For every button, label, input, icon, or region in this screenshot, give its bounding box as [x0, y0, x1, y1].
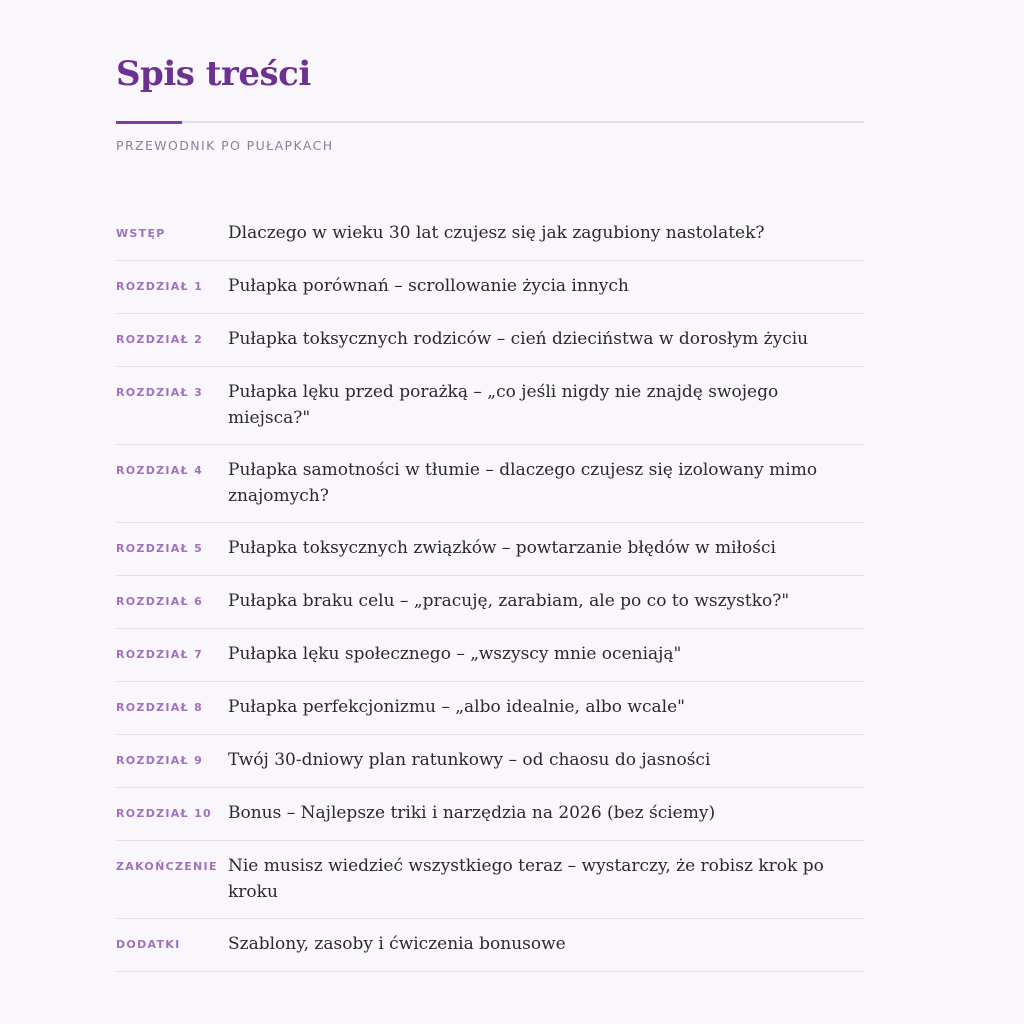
toc-entry-title: Pułapka toksycznych rodziców – cień dzieciństwa w dorosłym życiu: [228, 329, 809, 349]
toc-entry-title: Pułapka toksycznych związków – powtarzanie błędów w miłości: [228, 538, 776, 558]
toc-entry-title: Pułapka lęku przed porażką – „co jeśli nigdy nie znajdę swojego miejsca?": [228, 382, 779, 428]
toc-entry-title: Pułapka samotności w tłumie – dlaczego czujesz się izolowany mimo znajomych?: [228, 460, 818, 506]
toc-entry-chapter-3[interactable]: [116, 367, 864, 445]
toc-entry-label: ROZDZIAŁ 6: [116, 595, 204, 608]
toc-entry-appendix[interactable]: [116, 919, 864, 972]
toc-entry-title: Pułapka perfekcjonizmu – „albo idealnie, albo wcale": [228, 697, 685, 717]
toc-entry-title: Szablony, zasoby i ćwiczenia bonusowe: [228, 934, 566, 954]
toc-entry-title: Pułapka porównań – scrollowanie życia innych: [228, 276, 629, 296]
toc-entry-label: ROZDZIAŁ 4: [116, 464, 204, 477]
page-title: Spis treści: [116, 54, 311, 94]
toc-entry-label: DODATKI: [116, 938, 181, 951]
toc-entry-title: Bonus – Najlepsze triki i narzędzia na 2026 (bez ściemy): [228, 803, 716, 823]
toc-entry-label: ROZDZIAŁ 9: [116, 754, 204, 767]
toc-entry-label: ROZDZIAŁ 7: [116, 648, 204, 661]
toc-entry-chapter-10[interactable]: [116, 788, 864, 841]
toc-entry-label: ROZDZIAŁ 5: [116, 542, 204, 555]
toc-entry-label: WSTĘP: [116, 227, 166, 240]
toc-entry-chapter-2[interactable]: [116, 314, 864, 367]
toc-entry-intro[interactable]: [116, 208, 864, 261]
toc-entry-label: ROZDZIAŁ 1: [116, 280, 204, 293]
toc-entry-title: Dlaczego w wieku 30 lat czujesz się jak zagubiony nastolatek?: [228, 223, 765, 243]
toc-entry-label: ROZDZIAŁ 2: [116, 333, 204, 346]
toc-entry-chapter-4[interactable]: [116, 445, 864, 523]
toc-entry-chapter-1[interactable]: [116, 261, 864, 314]
table-of-contents: [116, 208, 864, 972]
toc-entry-label: ROZDZIAŁ 10: [116, 807, 213, 820]
toc-entry-label: ROZDZIAŁ 8: [116, 701, 204, 714]
title-divider: [116, 121, 864, 123]
toc-entry-chapter-8[interactable]: [116, 682, 864, 735]
toc-entry-chapter-5[interactable]: [116, 523, 864, 576]
toc-entry-title: Pułapka lęku społecznego – „wszyscy mnie oceniają": [228, 644, 682, 664]
toc-entry-chapter-7[interactable]: [116, 629, 864, 682]
page-subtitle: PRZEWODNIK PO PUŁAPKACH: [116, 138, 334, 153]
toc-entry-title: Nie musisz wiedzieć wszystkiego teraz – wystarczy, że robisz krok po kroku: [228, 856, 824, 902]
toc-entry-label: ZAKOŃCZENIE: [116, 860, 218, 873]
title-divider-accent: [116, 121, 182, 124]
toc-entry-conclusion[interactable]: [116, 841, 864, 919]
toc-entry-title: Twój 30-dniowy plan ratunkowy – od chaosu do jasności: [228, 750, 711, 770]
toc-entry-chapter-6[interactable]: [116, 576, 864, 629]
toc-entry-title: Pułapka braku celu – „pracuję, zarabiam, ale po co to wszystko?": [228, 591, 790, 611]
toc-entry-label: ROZDZIAŁ 3: [116, 386, 204, 399]
toc-entry-chapter-9[interactable]: [116, 735, 864, 788]
